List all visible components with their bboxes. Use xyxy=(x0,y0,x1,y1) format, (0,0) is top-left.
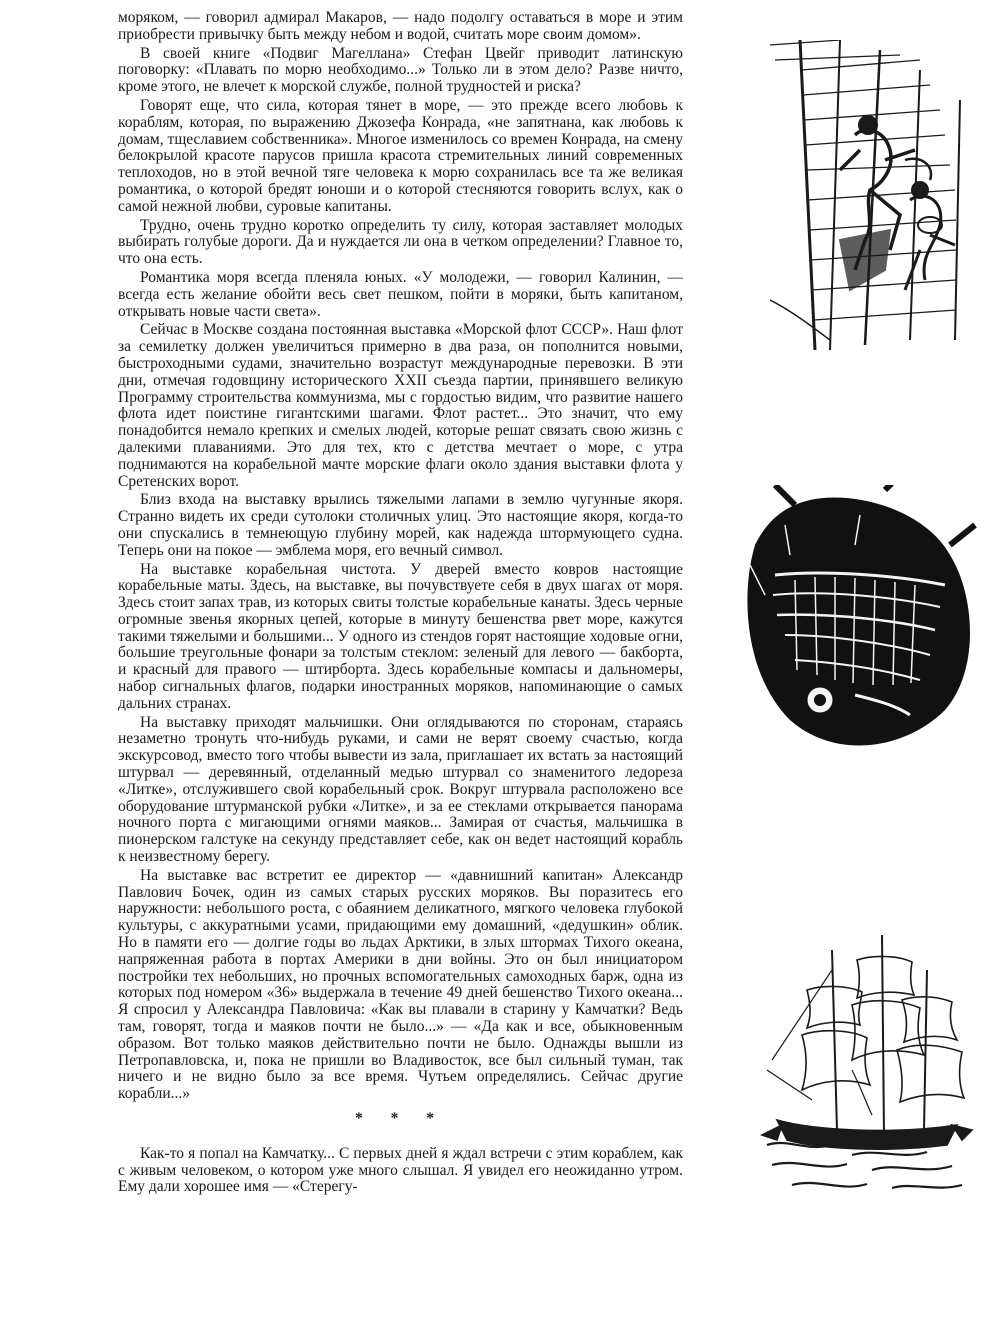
paragraph: На выставку приходят мальчишки. Они оглядываются по сторонам, стараясь незаметно тронуть что-нибудь руками, и сами не верят своему счастью, когда экскурсовод, вместо того чтобы вывести из зала, приглашает их встать за настоящий штурвал — деревянный, отделанный медью штурвал со знаменитого ледореза «Литке», отслужившего свой корабельный срок. Вокруг штурвала расположено все оборудование штурманской рубки «Литке», и за ее стеклами открывается панорама ночного порта с мигающими огнями маяков... Замирая от счастья, мальчишка в пионерском галстуке на секунду представляет себе, как он ведет настоящий корабль к неизвестному берегу. xyxy=(118,713,683,866)
paragraph: Романтика моря всегда пленяла юных. «У молодежи, — говорил Калинин, — всегда есть желание обойти весь свет пешком, пойти в моряки, быть капитаном, открывать новые части света». xyxy=(118,268,683,320)
paragraph: Сейчас в Москве создана постоянная выставка «Морской флот СССР». Наш флот за семилетку должен увеличиться примерно в два раза, он пополнится новыми, быстроходными судами, значительно возрастут международные перевозки. В эти дни, отмечая годовщину исторического XXII съезда партии, принявшего великую Программу строительства коммунизма, мы с гордостью видим, что развитие нашего флота идет поистине гигантскими шагами. Флот растет... Это значит, что ему понадобится немало крепких и смелых людей, которые решат связать свою жизнь с далекими плаваниями. Это для тех, кто с детства мечтает о море, с утра поднимаются на корабельной мачте морские флаги около здания выставки флота у Сретенских ворот. xyxy=(118,321,683,490)
paragraph: В своей книге «Подвиг Магеллана» Стефан Цвейг приводит латинскую поговорку: «Плавать по морю необходимо...» Только ли в этом дело? Разве ничто, кроме этого, не влечет к морской службе, полной трудностей и риска? xyxy=(118,44,683,96)
paragraph: моряком, — говорил адмирал Макаров, — надо подолгу оставаться в море и этим приобрести привычку быть между небом и водой, считать море своим домом». xyxy=(118,9,683,43)
article-text xyxy=(118,10,683,1198)
paragraph: Трудно, очень трудно коротко определить ту силу, которая заставляет молодых выбирать голубые дороги. Да и нуждается ли она в четком определении? Главное то, что она есть. xyxy=(118,216,683,268)
paragraph: Говорят еще, что сила, которая тянет в море, — это прежде всего любовь к кораблям, которая, по выражению Джозефа Конрада, «не запятнана, как любовь к домам, тщеславием собственника». Многое изменилось со времен Конрада, на смену белокрылой красоте парусов пришла красота стремительных линий современных теплоходов, но в этой вечной тяге человека к морю сохранилась все та же великая романтика, о которой бредят юноши и о которой стесняются говорить вслух, как о самой нежной любви, суровые капитаны. xyxy=(118,96,683,215)
ship-in-dark-circle-illustration xyxy=(735,485,980,755)
section-separator: * * * xyxy=(355,1110,446,1127)
paragraph: Как-то я попал на Камчатку... С первых дней я ждал встречи с этим кораблем, как с живым человеком, о котором уже много слышал. Я увидел его неожиданно утром. Ему дали хорошее имя — «Стерегу- xyxy=(118,1144,683,1196)
sailing-ship-illustration xyxy=(752,930,977,1200)
paragraph: На выставке корабельная чистота. У дверей вместо ковров настоящие корабельные маты. Здесь, на выставке, вы почувствуете себя в двух шагах от моря. Здесь стоит запах трав, из которых свиты толстые корабельные канаты. Здесь черные огромные звенья якорных цепей, которые в минуту бешенства рвет море, кажутся такими тяжелыми и большими... У одного из стендов горят настоящие ходовые огни, большие треугольные фонари за толстым стеклом: зеленый для левого — бакборта, и красный для правого — штирборта. Здесь корабельные компасы и дальномеры, набор сигнальных флагов, подарки иностранных моряков, напоминающие о самых дальних странах. xyxy=(118,560,683,712)
paragraph: Близ входа на выставку врылись тяжелыми лапами в землю чугунные якоря. Странно видеть их среди сутолоки столичных улиц. Это настоящие якоря, когда-то они спускались в темнеющую глубину морей, как надежда штормующего судна. Теперь они на покое — эмблема моря, его вечный символ. xyxy=(118,491,683,559)
paragraph: На выставке вас встретит ее директор — «давнишний капитан» Александр Павлович Бочек, один из самых старых русских моряков. Вы поразитесь его наружности: небольшого роста, с обаянием деликатного, мягкого человека глубокой культуры, с аккуратными усами, придающими ему домашний, «дедушкин» облик. Но в памяти его — долгие годы во льдах Арктики, в злых штормах Тихого океана, напряженная работа в портах Америки в дни войны. Это он был инициатором постройки тех небольших, но прочных вспомогательных самоходных барж, одна из которых под номером «36» выдержала в течение 49 дней бешенство Тихого океана... Я спросил у Александра Павловича: «Как вы плавали в старину у Камчатки? Ведь там, говорят, тогда и маяков почти не было...» — «Да как и все, обыкновенным образом. Вот только маяков действительно почти не было. Однажды вышли из Петропавловска, и, пока не пришли во Владивосток, все был сильный туман, так ничего и не видно было за все время. Чутьем определялись. Сейчас другие корабли...» xyxy=(118,866,683,1103)
sailors-in-rigging-illustration xyxy=(770,40,975,350)
